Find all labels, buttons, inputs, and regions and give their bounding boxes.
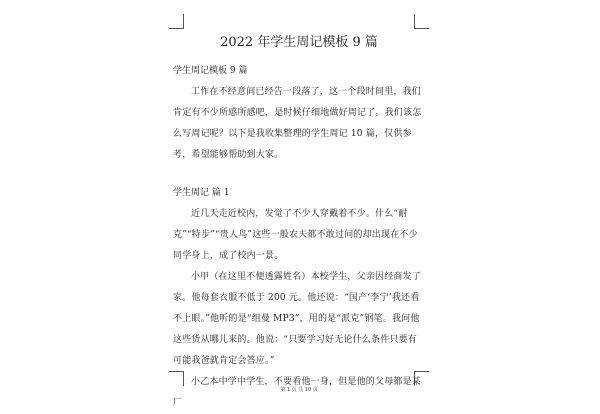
intro-heading: 学生周记模板 9 篇 xyxy=(173,66,248,76)
intro-paragraph: 工作在不经意间已经告一段落了，这一个段时间里，我们肯定有不少所感所感吧，是时候仔细地做好周记了。我们该怎么写周记呢？以下是我收集整理的学生周记 10 篇，仅供参考，希望能够帮助到大家。 xyxy=(173,87,422,160)
crop-mark-top-right xyxy=(414,14,429,29)
document-page xyxy=(155,0,443,408)
document-title: 2022 年学生周记模板 9 篇 xyxy=(220,35,378,50)
section-heading: 学生周记 篇 1 xyxy=(173,188,230,198)
section-paragraph: 小乙本中学中学生，不要看他一身，但是他的父母都是某厂 xyxy=(173,377,422,408)
section-paragraph: 近几天走近校内，发觉了不少人穿戴着不少。什么“耐克”“特步”“贵人鸟”这些一般农夫都不敢过问的却出现在不少同学身上，成了校内一景。 xyxy=(173,209,418,261)
page-footer: 第 1 页 共 10 页 xyxy=(280,387,318,393)
document-content xyxy=(173,34,425,414)
section-spacer xyxy=(173,166,425,186)
section-paragraph: 小甲（在这里不便透露姓名）本校学生，父亲因经商发了家。他每套衣服不低于 200 元。他还说：“国产‘李宁’我还看不上眼。”他听的是“组曼 MP3”，用的是“派克”钢笔。我问他这些货从哪儿来的。他说：“只要学习好无论什么条件只要有可能我爸就肯定会答应。” xyxy=(173,272,422,366)
crop-mark-top-left xyxy=(169,14,184,29)
